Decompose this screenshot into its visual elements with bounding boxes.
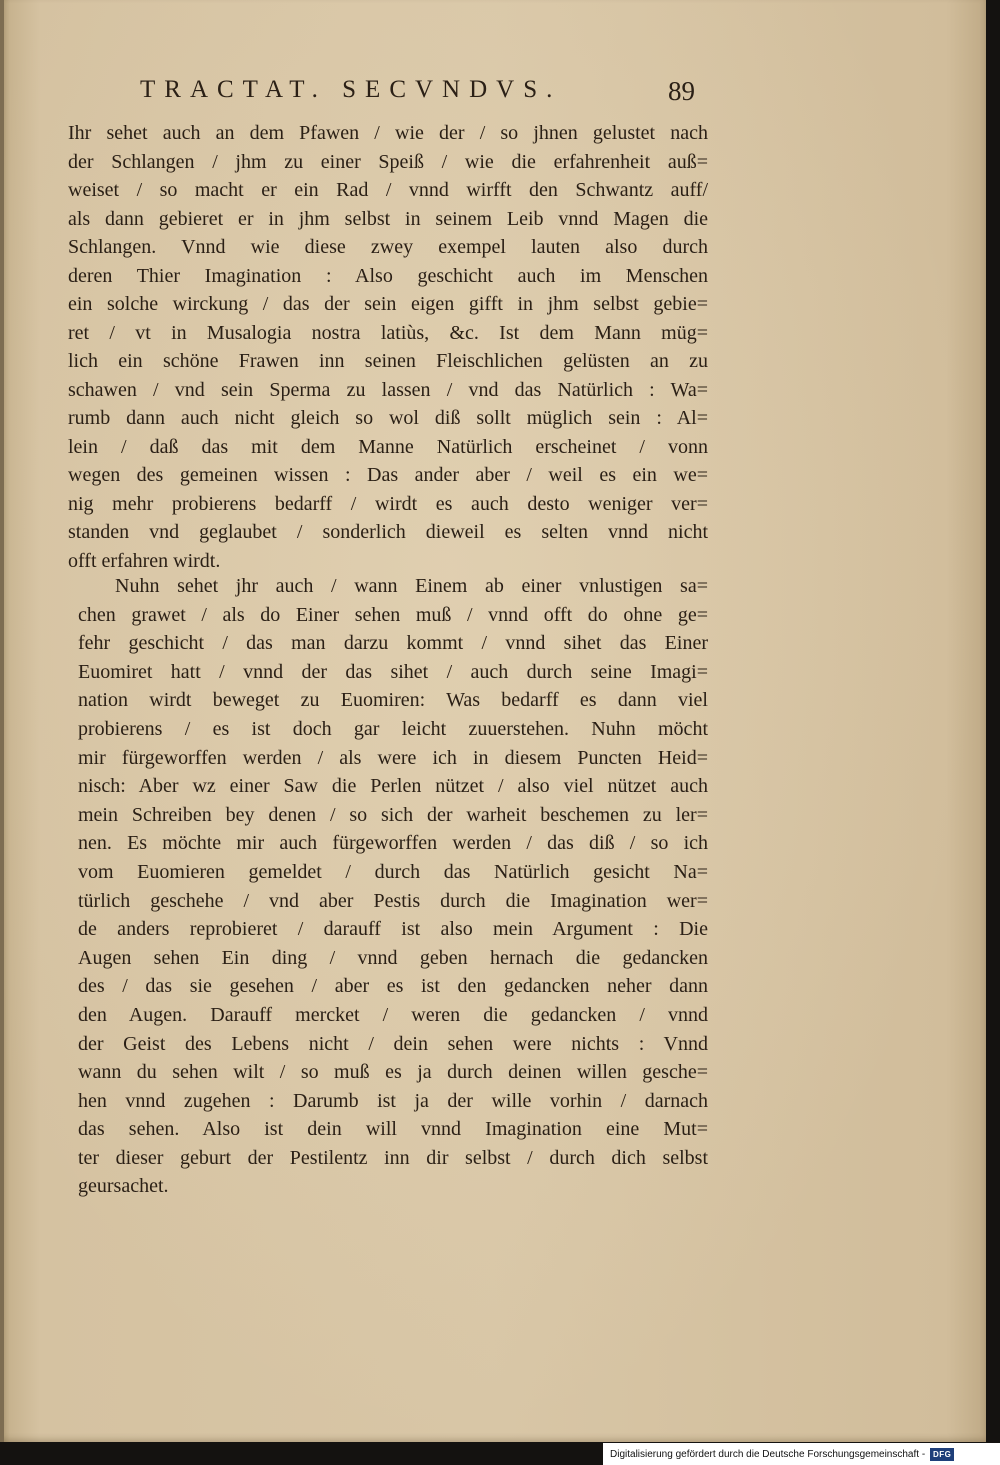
text-line: chen grawet / als do Einer sehen muß / vnnd offt do ohne ge= — [78, 603, 708, 626]
text-line: ter dieser geburt der Pestilentz inn dir selbst / durch dich selbst — [78, 1146, 708, 1169]
text-line: Ihr sehet auch an dem Pfawen / wie der / so jhnen gelustet nach — [68, 122, 708, 144]
text-line: ret / vt in Musalogia nostra latiùs, &c. Ist dem Mann müg= — [68, 321, 708, 344]
text-line: Schlangen. Vnnd wie diese zwey exempel lauten also durch — [68, 236, 708, 258]
text-line: nisch: Aber wz einer Saw die Perlen nützet / also viel nützet auch — [78, 775, 708, 798]
text-line: des / das sie gesehen / aber es ist den gedancken neher dann — [78, 975, 708, 998]
text-line: nation wirdt beweget zu Euomiren: Was bedarff es dann viel — [78, 689, 708, 712]
text-line: probierens / es ist doch gar leicht zuuerstehen. Nuhn möcht — [78, 717, 708, 740]
text-line: mir fürgeworffen werden / als were ich in diesem Puncten Heid= — [78, 746, 708, 769]
dfg-logo-icon: DFG — [930, 1448, 954, 1461]
page-spine-edge — [0, 0, 4, 1442]
page-number: 89 — [668, 76, 695, 106]
text-line: vom Euomieren gemeldet / durch das Natürlich gesicht Na= — [78, 860, 708, 883]
text-line: schawen / vnd sein Sperma zu lassen / vnd das Natürlich : Wa= — [68, 378, 708, 401]
text-line: wegen des gemeinen wissen : Das ander aber / weil es ein we= — [68, 464, 708, 486]
text-line: Augen sehen Ein ding / vnnd geben hernach die gedancken — [78, 946, 708, 969]
digitization-credit-bar — [603, 1443, 1000, 1465]
text-line: lein / daß das mit dem Manne Natürlich erscheinet / vonn — [68, 435, 708, 458]
text-line: das sehen. Also ist dein will vnnd Imagination eine Mut= — [78, 1118, 708, 1141]
digitization-credit-text: Digitalisierung gefördert durch die Deutsche Forschungsgemeinschaft - — [610, 1448, 926, 1460]
text-line: fehr geschicht / das man darzu kommt / vnnd sihet das Einer — [78, 632, 708, 655]
text-line-paragraph-start: Nuhn sehet jhr auch / wann Einem ab einer vnlustigen sa= — [115, 575, 708, 597]
text-line: türlich geschehe / vnd aber Pestis durch die Imagination wer= — [78, 889, 708, 912]
text-line: hen vnnd zugehen : Darumb ist ja der wille vorhin / darnach — [78, 1089, 708, 1112]
text-line: der Schlangen / jhm zu einer Speiß / wie die erfahrenheit auß= — [68, 150, 708, 173]
text-block-paragraph-1 — [68, 119, 708, 575]
text-line: wann du sehen wilt / so muß es ja durch deinen willen gesche= — [78, 1061, 708, 1084]
text-line: Euomiret hatt / vnnd der das sihet / auch durch seine Imagi= — [78, 660, 708, 683]
text-line: nig mehr probierens bedarff / wirdt es auch desto weniger ver= — [68, 492, 708, 515]
text-line-paragraph-end: geursachet. — [78, 1175, 169, 1198]
text-line: ein solche wirckung / das der sein eigen gifft in jhm selbst gebie= — [68, 293, 708, 315]
text-block-paragraph-2 — [78, 572, 708, 1201]
text-line-paragraph-end: offt erfahren wirdt. — [68, 549, 221, 572]
text-line: der Geist des Lebens nicht / dein sehen were nichts : Vnnd — [78, 1032, 708, 1055]
text-line: den Augen. Darauff mercket / weren die gedancken / vnnd — [78, 1003, 708, 1026]
text-line: rumb dann auch nicht gleich so wol diß sollt müglich sein : Al= — [68, 407, 708, 429]
text-line: als dann gebieret er in jhm selbst in seinem Leib vnnd Magen die — [68, 207, 708, 230]
text-line: de anders reprobieret / darauff ist also mein Argument : Die — [78, 918, 708, 941]
running-head: TRACTAT. SECVNDVS. — [140, 76, 562, 103]
text-line: weiset / so macht er ein Rad / vnnd wirfft den Schwantz auff/ — [68, 179, 708, 201]
text-line: lich ein schöne Frawen inn seinen Fleischlichen gelüsten an zu — [68, 350, 708, 372]
text-line: mein Schreiben bey denen / so sich der warheit beschemen zu ler= — [78, 803, 708, 826]
text-line: nen. Es möchte mir auch fürgeworffen werden / das diß / so ich — [78, 832, 708, 855]
text-line: deren Thier Imagination : Also geschicht auch im Menschen — [68, 264, 708, 287]
text-line: standen vnd geglaubet / sonderlich dieweil es selten vnnd nicht — [68, 521, 708, 543]
